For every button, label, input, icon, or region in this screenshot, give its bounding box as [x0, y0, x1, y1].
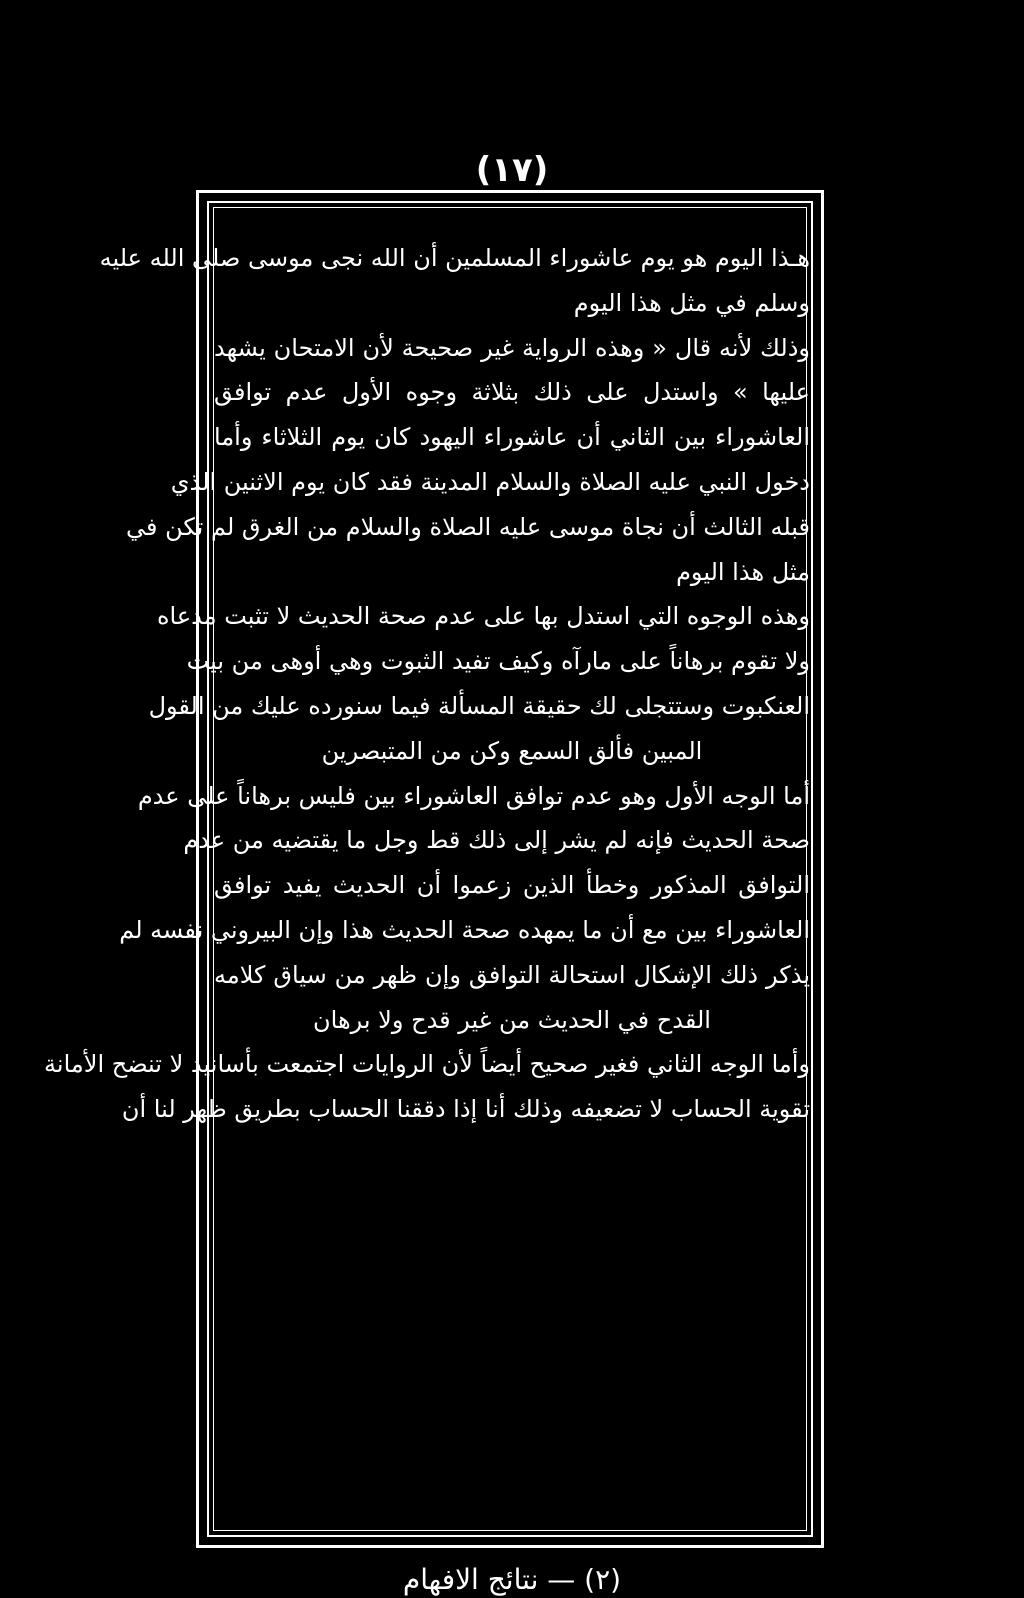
text-line-13: أما الوجه الأول وهو عدم توافق العاشوراء بين فليس برهاناً على عدم	[137, 781, 810, 810]
text-line-17: يذكر ذلك الإشكال استحالة التوافق وإن ظهر من سياق كلامه	[214, 960, 810, 989]
text-line-2: وسلم في مثل هذا اليوم	[573, 288, 810, 317]
footer-note: (٢) — نتائج الافهام	[402, 1563, 622, 1596]
text-line-3: وذلك لأنه قال « وهذه الرواية غير صحيحة لأن الامتحان يشهد	[214, 333, 810, 362]
text-line-1: هـذا اليوم هو يوم عاشوراء المسلمين أن الله نجى موسى صلى الله عليه	[99, 244, 810, 272]
text-line-12: المبين فألق السمع وكن من المتبصرين	[321, 736, 703, 765]
text-line-14: صحة الحديث فإنه لم يشر إلى ذلك قط وجل ما يقتضيه من عدم	[183, 826, 810, 855]
text-line-18: القدح في الحديث من غير قدح ولا برهان	[313, 1005, 711, 1034]
text-line-7: قبله الثالث أن نجاة موسى عليه الصلاة والسلام من الغرق لم تكن في	[126, 512, 810, 541]
text-line-16: العاشوراء بين مع أن ما يمهده صحة الحديث هذا وإن البيروني نفسه لم	[119, 915, 810, 944]
text-line-11: العنكبوت وستتجلى لك حقيقة المسألة فيما سنورده عليك من القول	[148, 691, 810, 720]
text-line-20: تقوية الحساب لا تضعيفه وذلك أنا إذا دققنا الحساب بطريق ظهر لنا أن	[121, 1095, 810, 1124]
text-line-10: ولا تقوم برهاناً على مارآه وكيف تفيد الثبوت وهي أوهى من بيت	[186, 647, 810, 676]
text-line-19: وأما الوجه الثاني فغير صحيح أيضاً لأن الروايات اجتمعت بأسانيد لا تنضح الأمانة	[44, 1050, 810, 1079]
text-line-5: العاشوراء بين الثاني أن عاشوراء اليهود كان يوم الثلاثاء وأما	[214, 423, 810, 452]
text-line-6: دخول النبي عليه الصلاة والسلام المدينة فقد كان يوم الاثنين الذي	[170, 467, 810, 496]
text-line-4: عليها » واستدل على ذلك بثلاثة وجوه الأول عدم توافق	[214, 378, 810, 407]
body-text	[44, 236, 810, 1132]
text-line-15: التوافق المذكور وخطأ الذين زعموا أن الحديث يفيد توافق	[214, 871, 810, 900]
text-line-8: مثل هذا اليوم	[676, 557, 810, 586]
text-line-9: وهذه الوجوه التي استدل بها على عدم صحة الحديث لا تثبت مدعاه	[156, 602, 810, 631]
page-number: (١٧)	[475, 150, 549, 190]
